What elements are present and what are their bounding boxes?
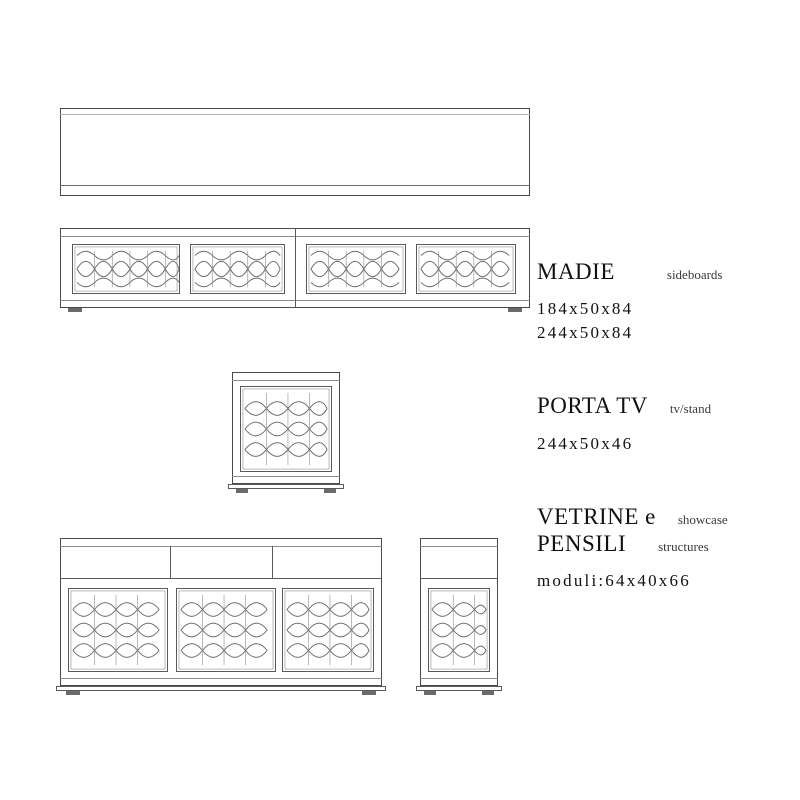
showcase-foot-left: [66, 691, 80, 695]
sideboard-center-divider: [295, 228, 296, 308]
vetrine-title-line2: PENSILI: [537, 530, 627, 556]
wall-shelf-top-line: [60, 114, 530, 115]
label-vetrine-pensili: [537, 503, 728, 593]
tv-stand-top-rail: [232, 380, 340, 381]
madie-subtitle: sideboards: [666, 267, 723, 282]
pensile-bottom-rail: [420, 678, 498, 679]
vetrine-subtitle-line2: structures: [658, 538, 709, 554]
pensile-foot-left: [424, 691, 436, 695]
pensile-drawer-band-bottom: [420, 578, 498, 579]
pensile-drawer-top-line: [420, 546, 498, 547]
label-madie: [537, 258, 723, 346]
porta-tv-subtitle: tv/stand: [669, 401, 712, 416]
tv-stand-bottom-rail: [232, 476, 340, 477]
showcase-drawer-divider-2: [272, 546, 273, 578]
wall-shelf-elevation: [60, 108, 530, 196]
sideboard-foot-right: [508, 308, 522, 312]
vetrine-dim-1: moduli:64x40x66: [537, 570, 691, 590]
showcase-panel-2: [176, 588, 276, 672]
showcase-panel-1: [68, 588, 168, 672]
showcase-drawer-divider-1: [170, 546, 171, 578]
porta-tv-dim-1: 244x50x46: [537, 433, 634, 453]
tv-stand-panel-1: [240, 386, 332, 472]
porta-tv-title: PORTA TV: [537, 393, 648, 418]
showcase-drawer-top-line: [60, 546, 382, 547]
madie-dim-1: 184x50x84: [537, 298, 634, 318]
label-porta-tv: [537, 392, 711, 456]
showcase-foot-right: [362, 691, 376, 695]
sideboard-panel-2: [190, 244, 285, 294]
sideboard-panel-3: [306, 244, 406, 294]
showcase-bottom-rail: [60, 678, 382, 679]
vetrine-title-line1: VETRINE e: [537, 504, 656, 529]
showcase-drawer-band-bottom: [60, 578, 382, 579]
sideboard-panel-1: [72, 244, 180, 294]
tv-stand-foot-right: [324, 489, 336, 493]
sideboard-panel-4: [416, 244, 516, 294]
pensile-panel-1: [428, 588, 490, 672]
showcase-base-plinth: [56, 686, 386, 691]
vetrine-subtitle-line1: showcase: [677, 512, 728, 527]
madie-title: MADIE: [537, 259, 615, 284]
sideboard-foot-left: [68, 308, 82, 312]
wall-shelf-base-line: [60, 185, 530, 186]
pensile-foot-right: [482, 691, 494, 695]
tv-stand-foot-left: [236, 489, 248, 493]
madie-dim-2: 244x50x84: [537, 323, 634, 343]
showcase-panel-3: [282, 588, 374, 672]
